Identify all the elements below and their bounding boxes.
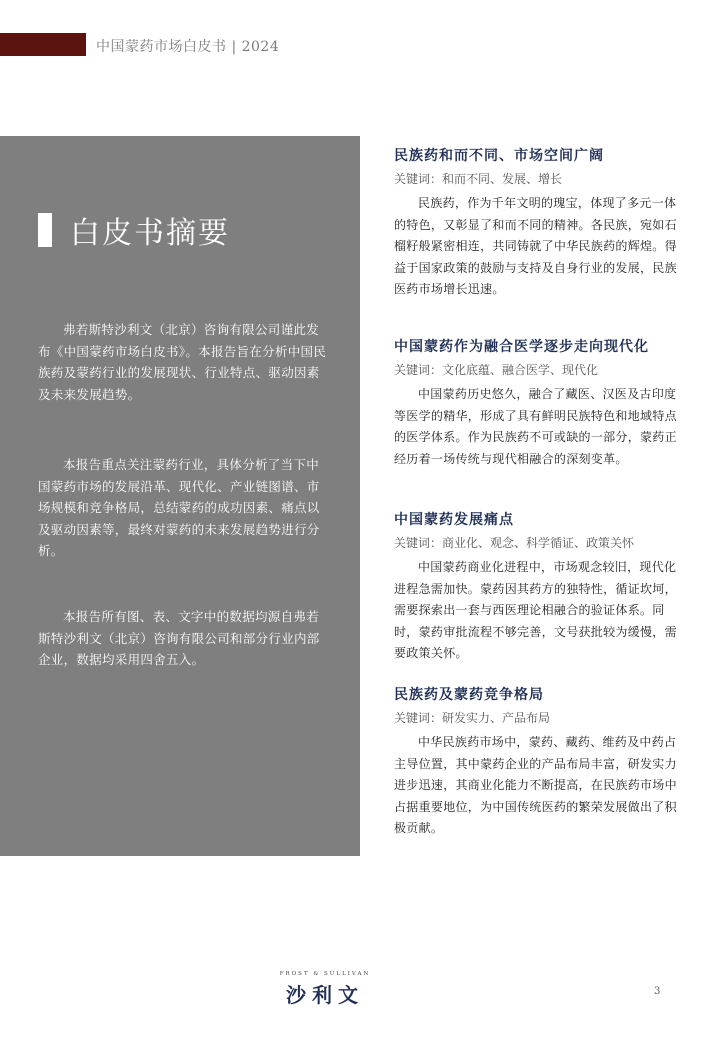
section-keywords: 关键词：商业化、观念、科学循证、政策关怀 xyxy=(394,536,635,550)
summary-heading-text: 白皮书摘要 xyxy=(70,216,230,251)
summary-heading xyxy=(38,212,230,251)
section-ethnic-medicine xyxy=(394,145,684,301)
summary-paragraph-1: 弗若斯特沙利文（北京）咨询有限公司谨此发布《中国蒙药市场白皮书》。本报告旨在分析中国民族药及蒙药行业的发展现状、行业特点、驱动因素及未来发展趋势。 xyxy=(38,322,327,402)
header-accent-bar xyxy=(0,33,86,56)
section-pain-points xyxy=(394,509,684,665)
section-keywords: 关键词：研发实力、产品布局 xyxy=(394,711,551,725)
heading-marker xyxy=(38,213,52,247)
section-competition xyxy=(394,684,684,840)
logo-english-text: FROST & SULLIVAN xyxy=(279,971,371,977)
section-title: 中国蒙药发展痛点 xyxy=(394,512,514,528)
section-body: 中国蒙药商业化进程中，市场观念较旧，现代化进程急需加快。蒙药因其药方的独特性，循证坎坷，需要探索出一套与西医理论相融合的验证体系。同时，蒙药审批流程不够完善，文号获批较为缓慢，需要政策关怀。 xyxy=(394,560,677,660)
frost-sullivan-logo xyxy=(270,971,380,1008)
section-title: 民族药和而不同、市场空间广阔 xyxy=(394,148,604,164)
logo-chinese-text: 沙利文 xyxy=(286,983,364,1007)
section-title: 民族药及蒙药竞争格局 xyxy=(394,687,544,703)
summary-paragraph-3: 本报告所有图、表、文字中的数据均源自弗若斯特沙利文（北京）咨询有限公司和部分行业内部企业，数据均采用四舍五入。 xyxy=(38,609,320,667)
section-modernization xyxy=(394,336,684,470)
section-body: 民族药，作为千年文明的瑰宝，体现了多元一体的特色，又彰显了和而不同的精神。各民族，宛如石榴籽般紧密相连，共同铸就了中华民族药的辉煌。得益于国家政策的鼓励与支持及自身行业的发展，民族医药市场增长迅速。 xyxy=(394,196,677,296)
summary-paragraph-2: 本报告重点关注蒙药行业，具体分析了当下中国蒙药市场的发展沿革、现代化、产业链图谱、市场规模和竞争格局，总结蒙药的成功因素、痛点以及驱动因素等，最终对蒙药的未来发展趋势进行分析。 xyxy=(38,457,320,558)
page-number: 3 xyxy=(654,986,661,997)
section-body: 中华民族药市场中，蒙药、藏药、维药及中药占主导位置，其中蒙药企业的产品布局丰富，研发实力进步迅速，其商业化能力不断提高，在民族药市场中占据重要地位，为中国传统医药的繁荣发展做出了积极贡献。 xyxy=(394,735,677,835)
section-title: 中国蒙药作为融合医学逐步走向现代化 xyxy=(394,339,649,355)
section-keywords: 关键词：文化底蕴、融合医学、现代化 xyxy=(394,363,599,377)
summary-panel xyxy=(0,136,360,856)
document-header-title: 中国蒙药市场白皮书 | 2024 xyxy=(96,39,280,55)
section-keywords: 关键词：和而不同、发展、增长 xyxy=(394,172,563,186)
section-body: 中国蒙药历史悠久，融合了藏医、汉医及古印度等医学的精华，形成了具有鲜明民族特色和地域特点的医学体系。作为民族药不可或缺的一部分，蒙药正经历着一场传统与现代相融合的深刻变革。 xyxy=(394,387,677,466)
